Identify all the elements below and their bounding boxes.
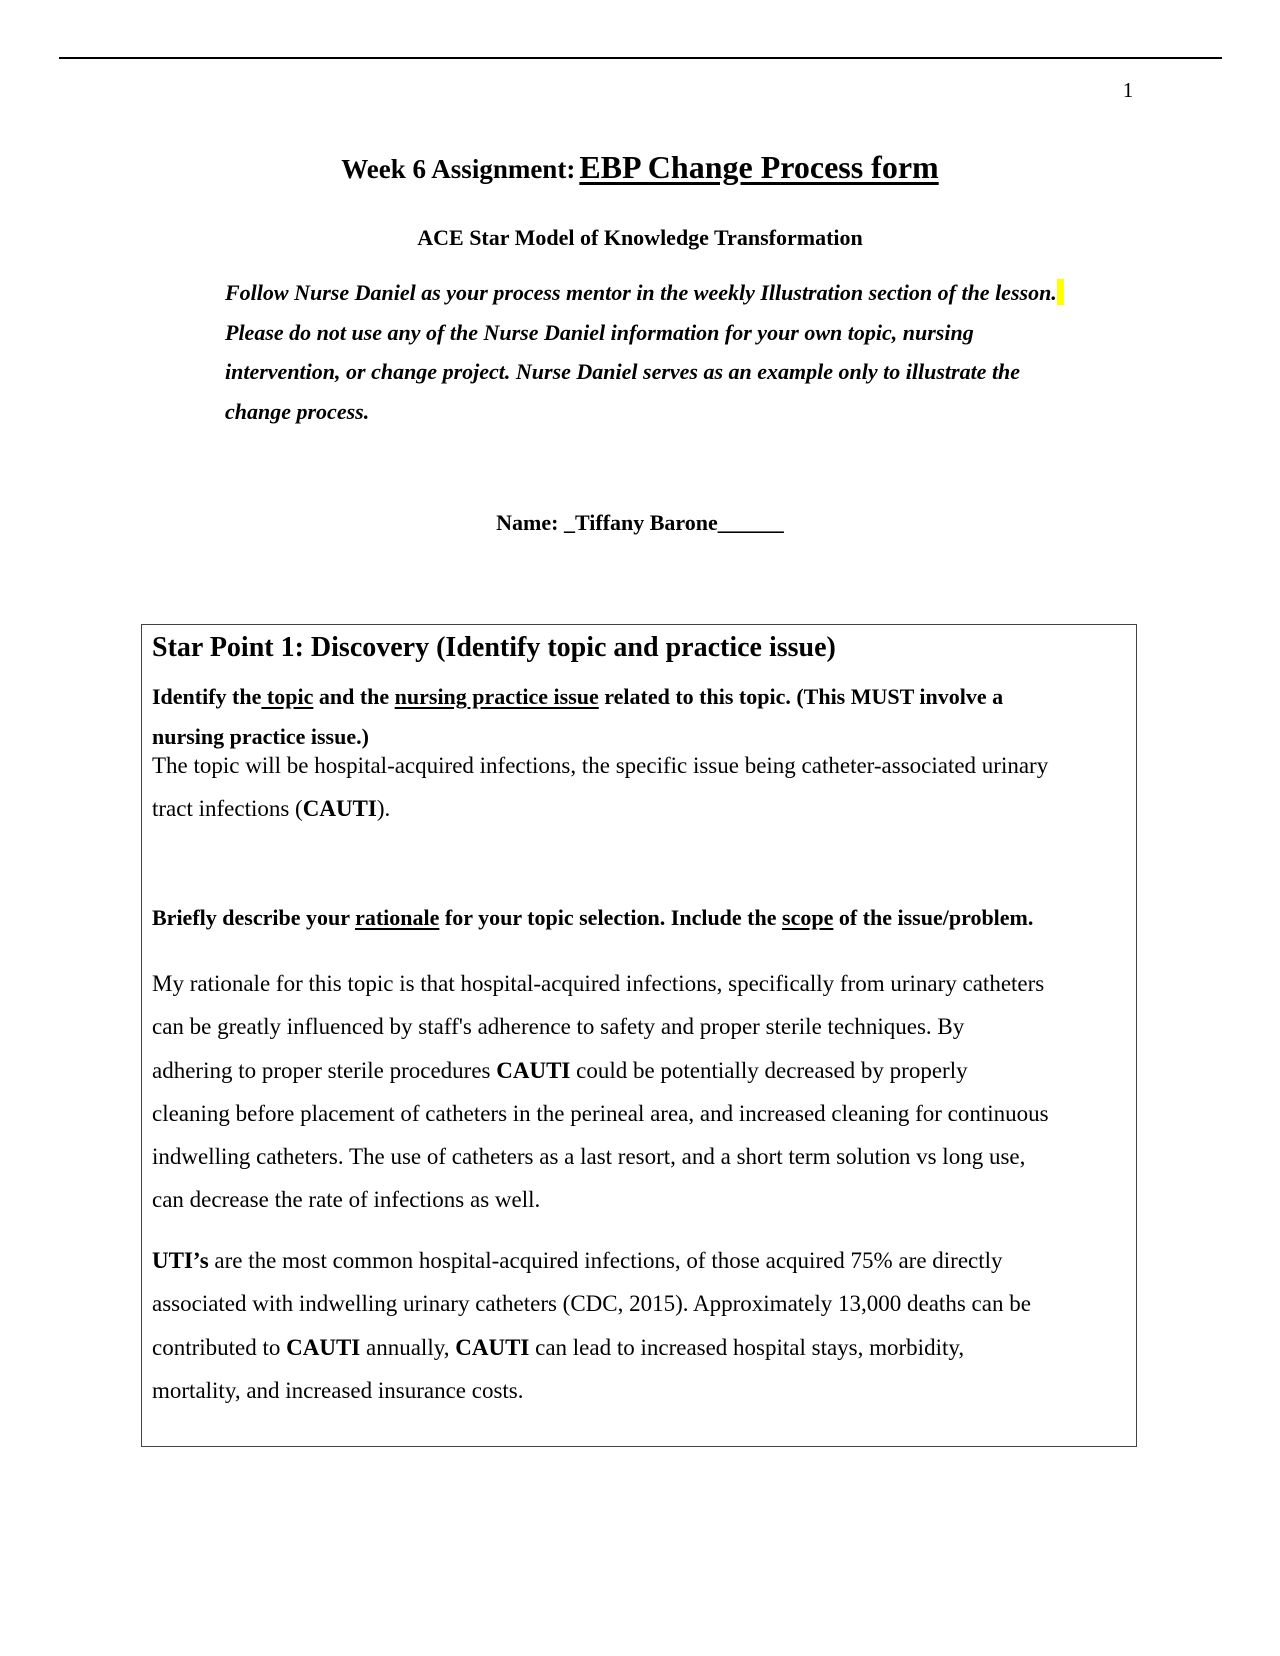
rationale-question-line: Briefly describe your rationale for your topic selection. Include the scope of the issue/problem. [152, 905, 1034, 930]
instructions-line: Follow Nurse Daniel as your process mentor in the weekly Illustration section of the lesson. [225, 273, 1105, 313]
header-rule [59, 57, 1222, 59]
answer-line: associated with indwelling urinary catheters (CDC, 2015). Approximately 13,000 deaths can be [152, 1291, 1031, 1317]
highlight-mark [1057, 279, 1064, 305]
nursing-practice-issue-term: nursing practice issue [394, 684, 599, 709]
name-value: _Tiffany Barone______ [563, 510, 784, 535]
name-label: Name: [496, 510, 559, 535]
answer-line: indwelling catheters. The use of catheters as a last resort, and a short term solution vs long use, [152, 1144, 1026, 1170]
topic-answer [152, 744, 1147, 831]
answer-line: adhering to proper sterile procedures CAUTI could be potentially decreased by properly [152, 1057, 968, 1083]
page-number: 1 [1122, 78, 1134, 102]
answer-line: UTI’s are the most common hospital-acquired infections, of those acquired 75% are directly [152, 1248, 1003, 1273]
answer-line: contributed to CAUTI annually, CAUTI can lead to increased hospital stays, morbidity, [152, 1334, 965, 1360]
answer-line: The topic will be hospital-acquired infections, the specific issue being catheter-associated urinary [152, 753, 1049, 778]
instructions-line: intervention, or change project. Nurse Daniel serves as an example only to illustrate the [225, 359, 1021, 384]
document-subtitle: ACE Star Model of Knowledge Transformation [417, 225, 863, 250]
scope-term: scope [782, 905, 834, 930]
document-title [0, 149, 1280, 186]
instructions-paragraph [225, 273, 1105, 431]
answer-line: My rationale for this topic is that hospital-acquired infections, specifically from urinary catheters [152, 971, 1045, 996]
rationale-term: rationale [355, 905, 440, 930]
rationale-question [152, 898, 1142, 938]
answer-line: can be greatly influenced by staff's adherence to safety and proper sterile techniques. By [152, 1014, 965, 1040]
topic-term: topic [261, 684, 314, 709]
scope-answer [152, 1239, 1147, 1412]
star-point-1-box [141, 624, 1137, 1447]
rationale-answer [152, 962, 1147, 1222]
title-prefix: Week 6 Assignment: [341, 154, 576, 184]
topic-question-line: nursing practice issue.) [152, 724, 369, 749]
instructions-line: Please do not use any of the Nurse Daniel information for your own topic, nursing [225, 319, 974, 345]
answer-line: mortality, and increased insurance costs. [152, 1377, 524, 1403]
name-line [0, 510, 1280, 536]
answer-line: cleaning before placement of catheters in the perineal area, and increased cleaning for continuous [152, 1100, 1049, 1126]
title-main: EBP Change Process form [579, 149, 939, 185]
topic-question-line: Identify the topic and the nursing practice issue related to this topic. (This MUST involve a [152, 684, 1004, 709]
answer-line: tract infections (CAUTI). [152, 796, 391, 822]
section-heading: Star Point 1: Discovery (Identify topic and practice issue) [152, 632, 836, 663]
instructions-line: change process. [225, 398, 370, 424]
answer-line: can decrease the rate of infections as well. [152, 1187, 541, 1213]
